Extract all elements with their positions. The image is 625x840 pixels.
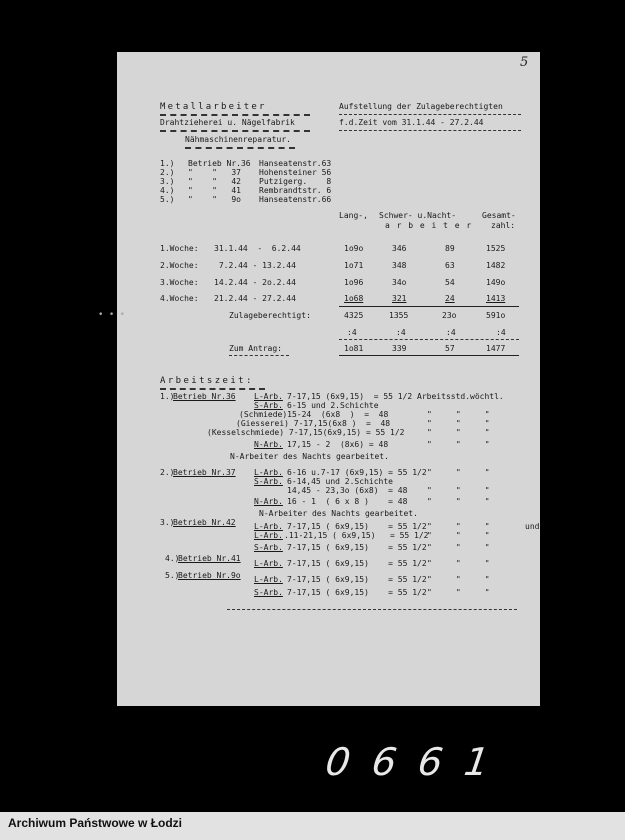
ditto: " " " <box>427 428 490 437</box>
arb-type: L-Arb. <box>254 575 283 584</box>
betrieb-num: 4.) <box>160 186 175 195</box>
arb-type: S-Arb. <box>254 588 283 597</box>
ditto: " " " <box>427 419 490 428</box>
document-page <box>117 52 540 706</box>
ditto: " " " <box>427 543 490 552</box>
sum-line <box>339 306 519 307</box>
betrieb-num: 3.) <box>160 177 175 186</box>
arb-type: L-Arb. <box>254 468 283 477</box>
betrieb-num: 5.) <box>160 195 175 204</box>
arb-type: L-Arb. <box>254 522 283 531</box>
margin-dots: • • • <box>98 310 126 320</box>
arbeitszeit-underline <box>160 388 265 390</box>
page-corner-mark: 5 <box>520 55 529 70</box>
cell-lang: 1o96 <box>344 278 364 287</box>
arb-type: S-Arb. <box>254 401 283 410</box>
week-label: 4.Woche: <box>160 294 199 303</box>
week-dates: 21.2.44 - 27.2.44 <box>214 294 296 303</box>
arbeitszeit-title: Arbeitszeit: <box>160 376 254 386</box>
betrieb-num: 5.) <box>165 571 180 580</box>
arb-detail: (Kesselschmiede) 7-17,15(6x9,15) = 55 1/2 <box>207 428 405 437</box>
arb-type: N-Arb. <box>254 497 283 506</box>
betrieb-name: Betrieb Nr.37 <box>173 468 236 477</box>
ditto: " " " <box>427 575 490 584</box>
betrieb-num: 2.) <box>160 468 175 477</box>
title-drahtzieherei: Drahtzieherei u. Nägelfabrik <box>160 118 295 127</box>
cell-schwer: 348 <box>392 261 407 270</box>
title-aufstellung: Aufstellung der Zulageberechtigten <box>339 102 503 111</box>
arb-time: 6-16 u.7-17 (6x9,15) = 55 1/2 <box>287 468 427 477</box>
arb-detail: (Schmiede)15-24 (6x8 ) = 48 <box>239 410 389 419</box>
aufstellung-rule <box>339 114 521 115</box>
arb-type: N-Arb. <box>254 440 283 449</box>
title-zeitraum: f.d.Zeit vom 31.1.44 - 27.2.44 <box>339 118 484 127</box>
cell-gesamt: 1477 <box>486 344 506 353</box>
betrieb-name: Betrieb Nr.36 <box>188 159 251 168</box>
col-header-schwer: Schwer- u.Nacht- <box>379 211 457 220</box>
cell-nacht: 89 <box>445 244 455 253</box>
betrieb-name: Betrieb Nr.41 <box>178 554 241 563</box>
arb-time: 17,15 - 2 (8x6) = 48 <box>287 440 389 449</box>
arb-type: L-Arb. <box>254 559 283 568</box>
col-header-gesamt: Gesamt- <box>482 211 516 220</box>
divisor: :4 <box>396 328 406 337</box>
ditto: " " " <box>427 468 490 477</box>
ditto: " " " <box>427 440 490 449</box>
col-header-lang: Lang-, <box>339 211 368 220</box>
cell-schwer: 346 <box>392 244 407 253</box>
cell-nacht: 23o <box>442 311 457 320</box>
arb-time: .11-21,15 ( 6x9,15) = 55 1/2 <box>284 531 429 540</box>
betrieb-num: 2.) <box>160 168 175 177</box>
cell-gesamt: 1525 <box>486 244 506 253</box>
cell-gesamt: 1413 <box>486 294 506 303</box>
arb-time: 7-17,15 ( 6x9,15) = 55 1/2 <box>287 559 427 568</box>
arb-detail: 14,45 - 23,3o (6x8) = 48 <box>287 486 408 495</box>
ditto: " " " <box>427 531 490 540</box>
arb-time: 7-17,15 ( 6x9,15) = 55 1/2 <box>287 522 427 531</box>
divisor: :4 <box>347 328 357 337</box>
cell-gesamt: 149o <box>486 278 506 287</box>
antrag-line <box>339 355 519 356</box>
betrieb-name: " " 42 <box>188 177 241 186</box>
week-dates: 31.1.44 - 6.2.44 <box>214 244 301 253</box>
div-line <box>339 339 519 340</box>
title-naehmaschinen: Nähmaschinenreparatur. <box>185 135 291 144</box>
title-underline-3 <box>185 147 295 149</box>
betrieb-name: Betrieb Nr.42 <box>173 518 236 527</box>
betrieb-num: 3.) <box>160 518 175 527</box>
arb-detail: (Giesserei) 7-17,15(6x8 ) = 48 <box>236 419 391 428</box>
arb-time: 16 - 1 ( 6 x 8 ) = 48 <box>287 497 408 506</box>
title-underline-2 <box>160 130 310 132</box>
betrieb-name: " " 41 <box>188 186 241 195</box>
closing-rule <box>227 609 517 610</box>
betrieb-address: Putzigerg. 8 <box>259 177 332 186</box>
betrieb-num: 1.) <box>160 159 175 168</box>
ditto: " " " <box>427 522 490 531</box>
cell-schwer: 321 <box>392 294 407 303</box>
betrieb-num: 1.) <box>160 392 175 401</box>
arb-type: L-Arb. <box>254 531 283 540</box>
week-dates: 14.2.44 - 2o.2.44 <box>214 278 296 287</box>
cell-nacht: 57 <box>445 344 455 353</box>
cell-schwer: 339 <box>392 344 407 353</box>
cell-lang: 1o81 <box>344 344 364 353</box>
zulage-label: Zulageberechtigt: <box>229 311 311 320</box>
cell-lang: 1o71 <box>344 261 364 270</box>
frame-number: 0661 <box>322 740 514 784</box>
betrieb-address: Rembrandtstr. 6 <box>259 186 332 195</box>
week-label: 2.Woche: <box>160 261 199 270</box>
arb-type: L-Arb. <box>254 392 283 401</box>
arb-time: 7-17,15 ( 6x9,15) = 55 1/2 <box>287 588 427 597</box>
cell-lang: 1o9o <box>344 244 364 253</box>
arb-time: 7-17,15 (6x9,15) = 55 1/2 Arbeitsstd.wöchtl. <box>287 392 504 401</box>
zeitraum-rule <box>339 130 521 131</box>
ditto: " " " <box>427 410 490 419</box>
arb-time: 6-14,45 und 2.Schichte <box>287 477 393 486</box>
arb-time: 6-15 und 2.Schichte <box>287 401 379 410</box>
cell-gesamt: 1482 <box>486 261 506 270</box>
cell-nacht: 63 <box>445 261 455 270</box>
betrieb-address: Hanseatenstr.63 <box>259 159 332 168</box>
betrieb-address: Hanseatenstr.66 <box>259 195 332 204</box>
betrieb-name: Betrieb Nr.9o <box>178 571 241 580</box>
col-header-arbeiter: a r b e i t e r <box>385 221 473 230</box>
betrieb-name: Betrieb Nr.36 <box>173 392 236 401</box>
week-label: 3.Woche: <box>160 278 199 287</box>
ditto: " " " <box>427 559 490 568</box>
ditto: " " " <box>427 486 490 495</box>
divisor: :4 <box>496 328 506 337</box>
arb-type: S-Arb. <box>254 477 283 486</box>
archive-name: Archiwum Państwowe w Łodzi <box>8 816 183 830</box>
antrag-label: Zum Antrag: <box>229 344 282 353</box>
antrag-underline <box>229 355 289 356</box>
arb-time: 7-17,15 ( 6x9,15) = 55 1/2 <box>287 575 427 584</box>
cell-lang: 4325 <box>344 311 364 320</box>
betrieb-name: " " 9o <box>188 195 241 204</box>
cell-nacht: 54 <box>445 278 455 287</box>
cell-gesamt: 591o <box>486 311 506 320</box>
cell-lang: 1o68 <box>344 294 364 303</box>
cell-schwer: 34o <box>392 278 407 287</box>
continuation-word: und <box>525 522 540 531</box>
arb-note: N-Arbeiter des Nachts gearbeitet. <box>259 509 418 518</box>
ditto: " " " <box>427 588 490 597</box>
title-underline <box>160 114 310 116</box>
col-header-zahl: zahl: <box>491 221 516 230</box>
arb-note: N-Arbeiter des Nachts gearbeitet. <box>230 452 389 461</box>
title-metallarbeiter: Metallarbeiter <box>160 102 267 112</box>
arb-type: S-Arb. <box>254 543 283 552</box>
betrieb-address: Hohensteiner 56 <box>259 168 332 177</box>
ditto: " " " <box>427 497 490 506</box>
arb-time: 7-17,15 ( 6x9,15) = 55 1/2 <box>287 543 427 552</box>
cell-nacht: 24 <box>445 294 455 303</box>
divisor: :4 <box>446 328 456 337</box>
cell-schwer: 1355 <box>389 311 409 320</box>
week-dates: 7.2.44 - 13.2.44 <box>214 261 296 270</box>
week-label: 1.Woche: <box>160 244 199 253</box>
betrieb-num: 4.) <box>165 554 180 563</box>
betrieb-name: " " 37 <box>188 168 241 177</box>
